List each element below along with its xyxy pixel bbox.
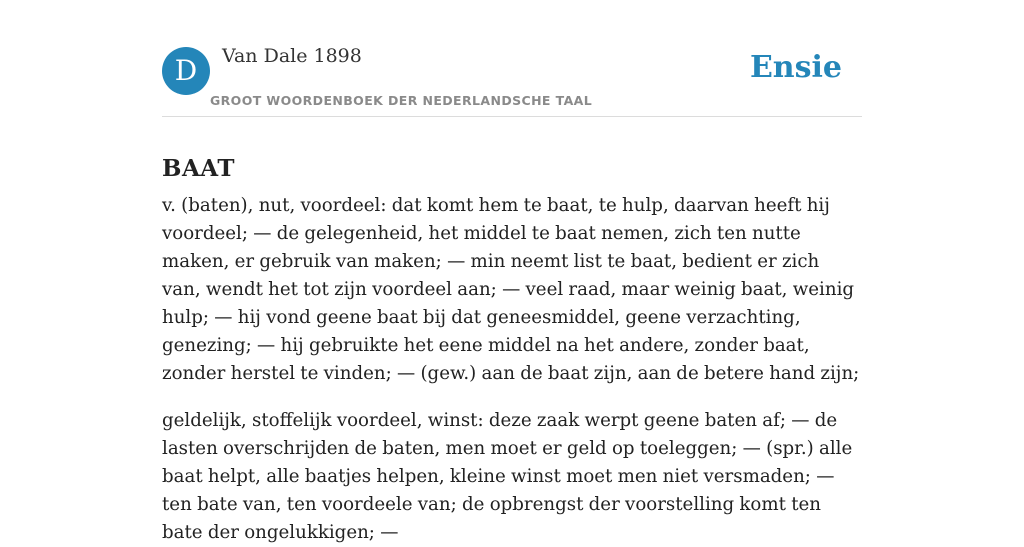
definition-paragraph: geldelijk, stoffelijk voordeel, winst: deze zaak werpt geene baten af; — de lasten overschrijden de baten, men moet er geld op toeleggen; — (spr.) alle baat helpt, alle baatjes helpen, kleine winst moet men niet versmaden; — ten bate van, ten voordeele van; de opbrengst der voorstelling komt ten bate der ongelukkigen; — bbox=[162, 410, 853, 543]
entry-page bbox=[162, 0, 862, 543]
dictionary-badge[interactable]: D bbox=[162, 47, 210, 95]
headword: BAAT bbox=[162, 155, 235, 183]
source-subtitle: GROOT WOORDENBOEK DER NEDERLANDSCHE TAAL bbox=[210, 93, 593, 108]
definition-paragraph: v. (baten), nut, voordeel: dat komt hem te baat, te hulp, daarvan heeft hij voordeel; — de gelegenheid, het middel te baat nemen, zich ten nutte maken, er gebruik van maken; — min neemt list te baat, bedient er zich van, wendt het tot zijn voordeel aan; — veel raad, maar weinig baat, weinig hulp; — hij vond geene baat bij dat geneesmiddel, geene verzachting, genezing; — hij gebruikte het eene middel na het andere, zonder baat, zonder herstel te vinden; — (gew.) aan de baat zijn, aan de betere hand zijn; bbox=[162, 195, 860, 384]
source-header bbox=[162, 0, 862, 117]
brand-logo[interactable]: Ensie bbox=[749, 50, 842, 85]
source-title[interactable]: Van Dale 1898 bbox=[222, 45, 362, 67]
